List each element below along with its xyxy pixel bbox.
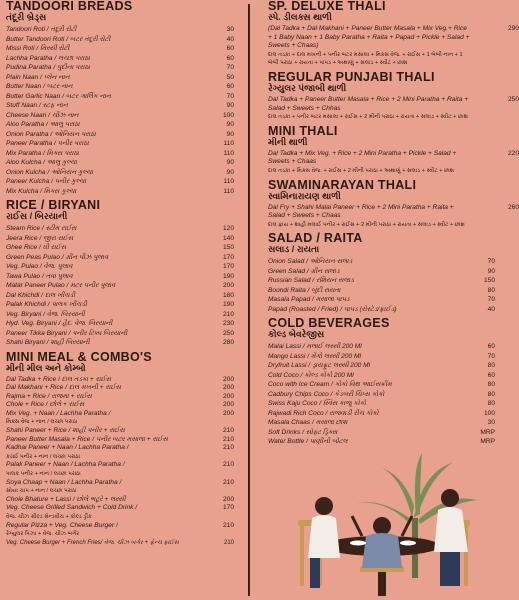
list-item: Stuff Naan / સ્ટફ નાન 90 (6, 102, 234, 109)
thali-description: Dal Tadka + Paneer Butter Masala + Rice + 2 Mini Paratha + Raita + Salad + Sweets + Chhas 250 દાલ તડકા + પનીર બટર મસાલા + રાઈસ + 2 મીની પરાઠા + રાયતા + સલાડ + સ્વીટ + છાશ (268, 95, 519, 121)
right-column (268, 0, 519, 447)
list-item: Onion Salad / ઓનિયન સલાડ 70 (268, 258, 495, 266)
section-sp-deluxe-thali (268, 0, 519, 68)
list-item: Palak Khichdi / પાલક ખીચડી 190 (6, 301, 234, 308)
list-item: Shahi Biryani / શાહી બિરયાની 280 (6, 339, 234, 346)
list-item: Onion Kulcha / ઓનિયન કુલ્ચા 90 (6, 168, 234, 176)
section-salad-raita (268, 232, 495, 314)
list-item: Onion Paratha / ઓનિયન પરાઠા 90 (6, 130, 234, 138)
list-item: Dal Makhani + Rice / દાલ મખની + રાઈસ 200 (6, 384, 234, 392)
thali-description: (Dal Tadka + Dal Makhani + Paneer Butter Masala + Mix Veg.+ Rice + 1 Baby Naan + 1 Baby Paratha + Raita + Papad + Pickle + Salad + Sweets + Chaas) 290 દાલ તડકા + દાલ મખની + પનીર બટર મસાલા + મિક્સ વેજ. + રાઈસ + 1 બેબી નાન + 1 બેબી પરાઠા + રાયતા + પાપડ + અથાણું + સલાડ + સ્વીટ + છાશ (268, 25, 519, 67)
list-item: Regular Pizza + Veg. Cheese Burger / 210 રેગ્યુલર પિઝા + વેજ. ચીઝ બર્ગર (6, 521, 234, 538)
list-item: Mix Paratha / મિક્સ પરાઠા 110 (6, 149, 234, 157)
dining-illustration (262, 448, 502, 600)
list-item: Butter Naan / બટર નાન 60 (6, 83, 234, 90)
list-item: Steam Rice / સ્ટીમ રાઈસ 120 (6, 225, 234, 232)
list-item: Aloo Paratha / આલુ પરાઠા 90 (6, 121, 234, 128)
section-title: COLD BEVERAGES (268, 316, 390, 331)
list-item: Rajwadi Rich Coco / રાજવાડી રીચ કોકો 100 (268, 409, 495, 417)
list-item: Dal Khichdi / દાલ ખીચડી 180 (6, 291, 234, 299)
thali-description: Dal Tadka + Mix Veg. + Rice + 2 Mini Paratha + Pickle + Salad + Sweets + Chaas 220 દાલ તડકા + મિક્સ વેજ. + રાઈસ + 2 મીની પરાઠા + અથાણું + સલાડ + સ્વીટ + છાશ (268, 149, 519, 174)
list-item: Palak Paneer + Naan / Lachha Paratha / 210 પાલક પનીર + નાન / લચ્છા પરાઠા (6, 461, 234, 478)
list-item: Veg. Cheese Grilled Sandwich + Cold Drink / 170 વેજ. ચીઝ ગ્રીલ્ડ સેન્ડવીચ + કોલ્ડ ડ્રીંક (6, 504, 234, 520)
section-subtitle: મીની થાળી (268, 136, 308, 147)
list-item: Dal Tadka + Rice / દાલ તડકા + રાઈસ 200 (6, 375, 234, 383)
section-title: TANDOORI BREADS (6, 0, 133, 13)
list-item: Missi Roti / મિસ્સી રોટી 60 (6, 45, 234, 52)
section-subtitle: સલાડ / રાયતા (268, 244, 320, 255)
list-item: Veg. Biryani / વેજ. બિરયાની 210 (6, 310, 234, 318)
list-item: Kadhai Paneer + Naan / Lachha Paratha / 210 કઢાઈ પનીર + નાન / લચ્છા પરાઠા (6, 444, 234, 460)
list-item: Pudina Paratha / પુદીના પરાઠા 70 (6, 64, 234, 71)
section-tandoori-breads (6, 0, 234, 196)
section-cold-beverages (268, 317, 495, 447)
list-item: Papad (Roasted / Fried) / પાપડ (રોસ્ટેડ/ફ્રાઈડ) 40 (268, 305, 495, 313)
section-title: REGULAR PUNJABI THALI (268, 69, 435, 84)
list-item: Masala Chaas / મસાલા છાશ 30 (268, 419, 495, 427)
list-item: Dryfruit Lassi / ડ્રાયફ્રુટ લસ્સી 200 Ml 80 (268, 362, 495, 370)
list-item: Paneer Paratha / પનીર પરાઠા 110 (6, 140, 234, 147)
section-title: SWAMINARAYAN THALI (268, 177, 417, 192)
list-item: Butter Garlic Naan / બટર ગાર્લિક નાન 70 (6, 92, 234, 100)
section-title: SP. DELUXE THALI (268, 0, 386, 13)
person-icon (434, 489, 468, 586)
list-item: Green Peas Pulao / ગ્રીન પીઝ પુલાવ 170 (6, 253, 234, 261)
list-item: Tawa Pulao / તવા પુલાવ 190 (6, 272, 234, 280)
thali-description: Dal Fry + Shahi Malai Paneer + Rice + 2 Mini Paratha + Raita + Salad + Sweets + Chaas 260 દાલ ફ્રાય + શાહી મલાઈ પનીર + રાઈસ + 2 મીની પરાઠા + રાયતા + સલાડ + સ્વીટ + છાશ (268, 203, 519, 228)
list-item: Lachha Paratha / લચ્છા પરાઠા 60 (6, 54, 234, 62)
list-item: Boondi Raita / બુંદી રાયતા 80 (268, 286, 495, 294)
list-item: Malai Lassi / મલાઈ લસ્સી 200 Ml 60 (268, 343, 495, 351)
section-subtitle: રાઈસ / બિરયાની (6, 211, 68, 221)
list-item: Jeera Rice / જીરા રાઈસ 140 (6, 234, 234, 242)
list-item: Soya Chaap + Naan / Lachha Paratha / 210 સોયા ચાપ + નાન / લચ્છા પરાઠા (6, 478, 234, 495)
list-item: Chole + Rice / છોલે + રાઈસ 200 (6, 401, 234, 409)
section-title: SALAD / RAITA (268, 231, 363, 246)
list-item: Water Bottle / પાણીની બોટલ MRP (268, 438, 495, 446)
list-item: Hyd. Veg. Biryani / હૈદ. વેજ. બિરયાની 230 (6, 320, 234, 327)
list-item: Cheese Naan / ચીઝ નાન 100 (6, 111, 234, 119)
list-item: Butter Tandoori Roti / બટર તંદૂરી રોટી 40 (6, 35, 234, 43)
section-subtitle: તંદૂરી બ્રેડ્સ (6, 12, 47, 22)
list-item: Rajma + Rice / રાજમા + રાઈસ 200 (6, 392, 234, 400)
section-title: MINI MEAL & COMBO'S (6, 349, 152, 364)
section-title: RICE / BIRYANI (6, 198, 101, 212)
list-item: Tandoori Roti / તંદૂરી રોટી 30 (6, 26, 234, 33)
list-item: Matar Paneer Pulao / મટર પનીર પુલાવ 200 (6, 282, 234, 289)
section-subtitle: સ્વામિનારાયણ થાળી (268, 190, 341, 201)
list-item: Russian Salad / રશિયન સલાડ 150 (268, 277, 495, 285)
list-item: Mango Lassi / મેંગો લસ્સી 200 Ml 70 (268, 352, 495, 360)
list-item: Veg. Pulao / વેજ. પુલાવ 170 (6, 263, 234, 270)
person-icon (308, 497, 340, 588)
section-regular-punjabi-thali (268, 69, 519, 122)
list-item: Coco with Ice Cream / કોકો વિથ આઈસક્રીમ 80 (268, 381, 495, 389)
list-item: Chole Bhature + Lassi / છોલે ભટૂરે + લસ્સી 200 (6, 495, 234, 503)
section-mini-meal-combos (6, 351, 234, 548)
list-item: Aloo Kulcha / આલુ કુલ્ચા 90 (6, 159, 234, 166)
list-item: Cold Coco / કોલ્ડ કોકો 200 Ml 60 (268, 371, 495, 379)
section-subtitle: રેગ્યુલર પંજાબી થાળી (268, 82, 347, 93)
list-item: Cadbury Chips Coco / કેડબરી ચિપ્સ કોકો 80 (268, 390, 495, 398)
section-mini-thali (268, 123, 519, 176)
list-item: Soft Drinks / સોફ્ટ ડ્રિંક્સ MRP (268, 428, 495, 436)
list-item: Swiss Kaju Coco / સ્વિસ કાજુ કોકો 80 (268, 400, 495, 408)
list-item: Paneer Butter Masala + Rice / પનીર બટર મસાલા + રાઈસ 210 (6, 435, 234, 443)
list-item: Mix Kulcha / મિક્સ કુલ્ચા 110 (6, 187, 234, 195)
section-title: MINI THALI (268, 123, 338, 138)
list-item: Green Salad / ગ્રીન સલાડ 90 (268, 267, 495, 275)
list-item: Paneer Tikka Biryani / પનીર ટિક્કા બિરયાની 250 (6, 329, 234, 337)
list-item: Shahi Paneer + Rice / શાહી પનીર + રાઈસ 210 (6, 427, 234, 435)
left-column (6, 0, 234, 547)
list-item: Mix Veg. + Naan / Lachha Paratha / 200 મિક્સ વેજ + નાન / લચ્છા પરાઠા (6, 409, 234, 426)
section-swaminarayan-thali (268, 177, 519, 230)
list-item: Ghee Rice / ઘી રાઈસ 150 (6, 244, 234, 251)
column-divider (248, 4, 250, 596)
list-item: Paneer Kulcha / પનીર કુલ્ચા 110 (6, 178, 234, 185)
list-item: Plain Naan / પ્લેન નાન 50 (6, 73, 234, 81)
list-item: Masala Papad / મસાલા પાપડ 70 (268, 296, 495, 304)
section-rice-biryani (6, 199, 234, 348)
section-subtitle: સ્પે. ડીલક્સ થાળી (268, 12, 332, 22)
section-subtitle: મીની મીલ અને કોમ્બો (6, 362, 86, 373)
list-item: Veg. Cheese Burger + French Fries/ વેજ. ચીઝ બર્ગર + ફ્રેન્ચ ફ્રાઈસ 210 (6, 539, 234, 546)
section-subtitle: કોલ્ડ બેવરેજીસ (268, 329, 325, 340)
